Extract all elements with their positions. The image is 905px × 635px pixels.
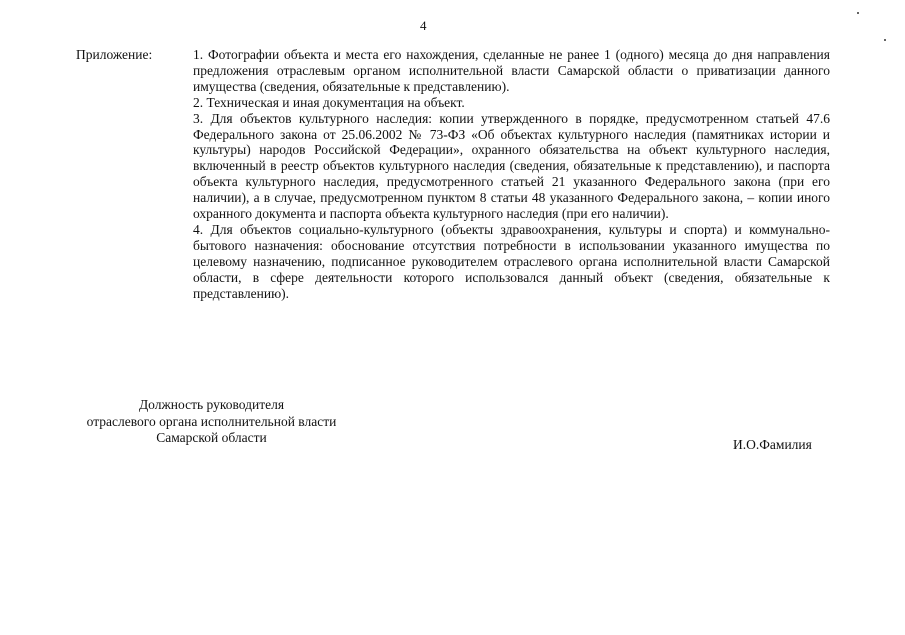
- signatory-name: И.О.Фамилия: [733, 437, 812, 452]
- scan-speck: [857, 12, 859, 14]
- appendix-item-2: 2. Техническая и иная документация на объект.: [193, 94, 465, 110]
- page-number: 4: [420, 18, 427, 33]
- signatory-position-line-2: отраслевого органа исполнительной власти: [86, 413, 337, 429]
- appendix-item-1: 1. Фотографии объекта и места его нахождения, сделанные не ранее 1 (одного) месяца до дня направления предложения отраслевым органом исполнительной власти Самарской области о приватизации данного имущества (сведения, обязательные к представлению).: [193, 47, 830, 94]
- signatory-position-line-3: Самарской области: [156, 430, 267, 445]
- signatory-position-line-1: Должность руководителя: [138, 397, 285, 412]
- appendix-item-4: 4. Для объектов социально-культурного (объекты здравоохранения, культуры и спорта) и коммунально-бытового назначения: обоснование отсутствия потребности в использовании указанного имущества по целевому назначению, подписанное руководителем отраслевого органа исполнительной власти Самарской области, в сфере деятельности которого использовался данный объект (сведения, обязательные к представлению).: [193, 221, 830, 301]
- appendix-list: [193, 47, 830, 302]
- appendix-item-3: 3. Для объектов культурного наследия: копии утвержденного в порядке, предусмотренном статьей 47.6 Федерального закона от 25.06.2002 № 73-ФЗ «Об объектах культурного наследия (памятниках истории и культуры) народов Российской Федерации», охранного обязательства на объект культурного наследия, включенный в реестр объектов культурного наследия (сведения, обязательные к представлению), и паспорта объекта культурного наследия, предусмотренного статьей 21 указанного Федерального закона (при его наличии), а в случае, предусмотренном пунктом 8 статьи 48 указанного Федерального закона, – копии иного охранного документа и паспорта объекта культурного наследия (при его наличии).: [193, 110, 830, 222]
- appendix-label: Приложение:: [76, 47, 153, 62]
- scan-speck: [884, 39, 886, 41]
- signatory-position: [60, 397, 363, 447]
